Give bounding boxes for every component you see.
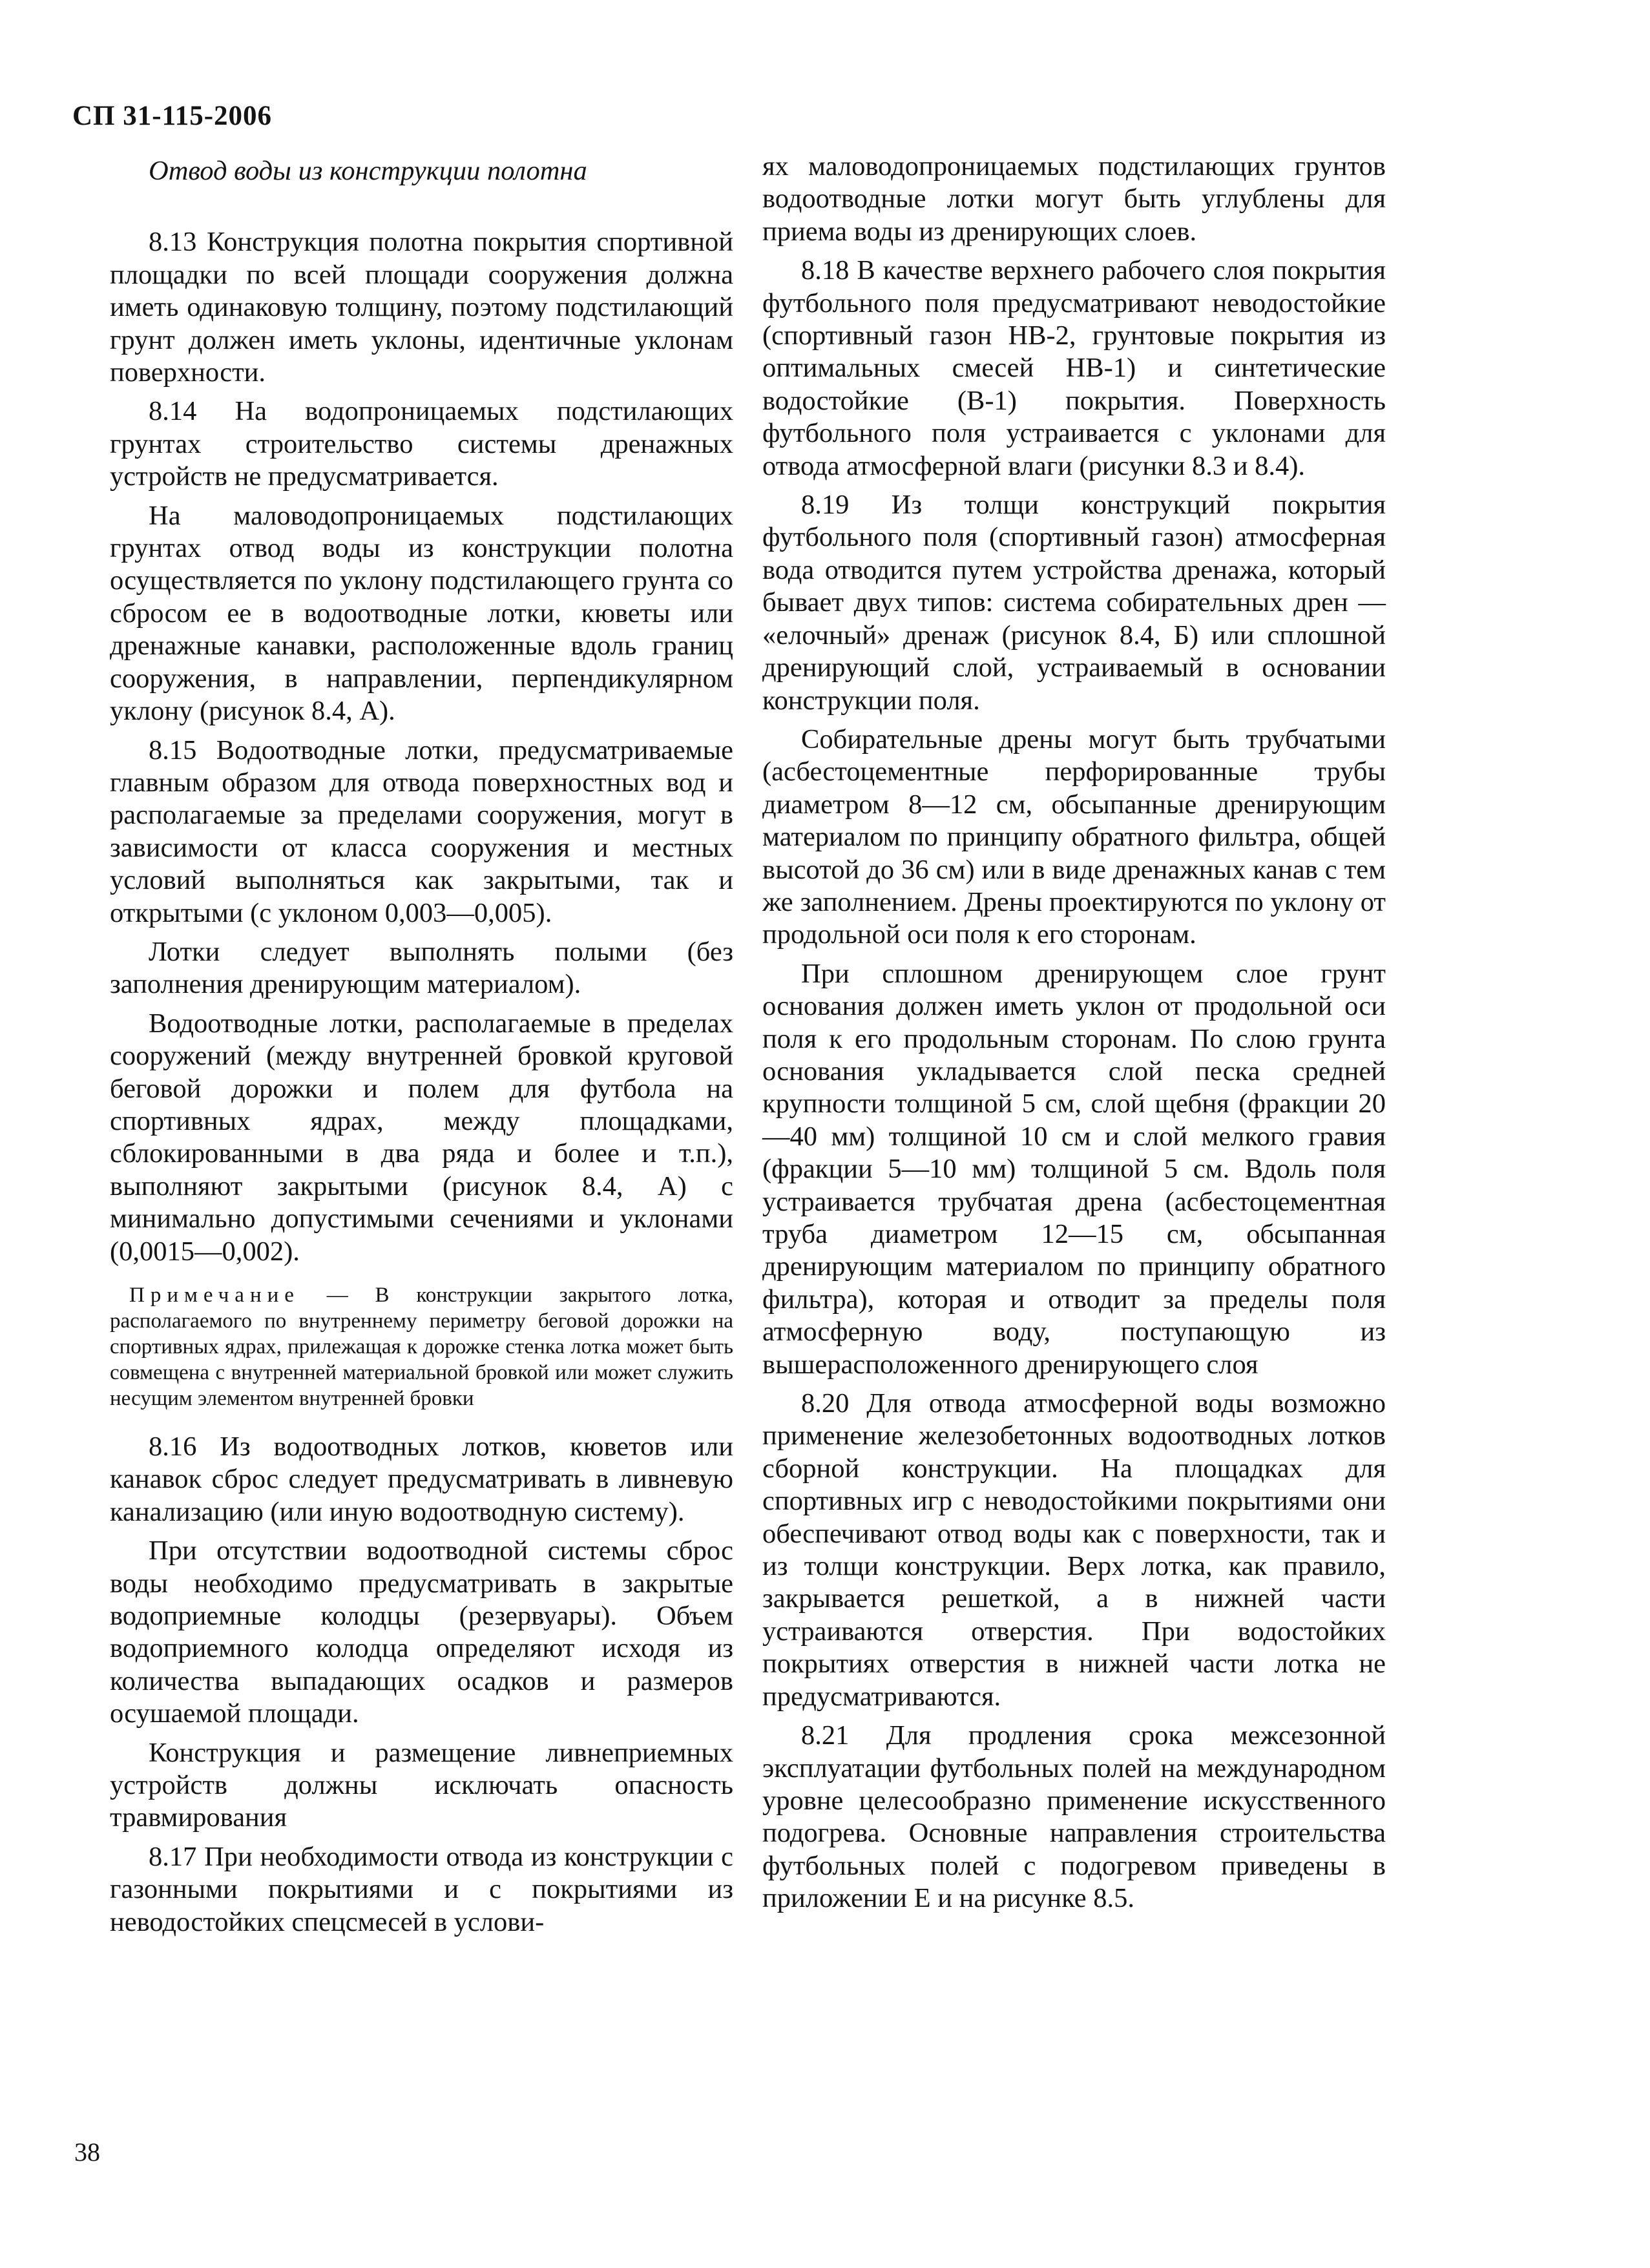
paragraph-low-permeability: На маловодопроницаемых подстилающих грунтах отвод воды из конструкции полотна осуществляется по уклону подстилающего грунта со сбросом ее в водоотводные лотки, кюветы или дренажные канавки, расположенные вдоль границ сооружения, в направлении, перпендикулярном уклону (рисунок 8.4, А). (110, 500, 733, 727)
page-number: 38 (74, 2138, 100, 2167)
paragraph-8-20: 8.20 Для отвода атмосферной воды возможно применение железобетонных водоотводных лотков сборной конструкции. На площадках для спортивных игр с неводостойкими покрытиями они обеспечивают отвод воды как с поверхности, так и из толщи конструкции. Верх лотка, как правило, закрывается решеткой, а в нижней части устраиваются отверстия. При водостойких покрытиях отверстия в нижней части лотка не предусматриваются. (762, 1388, 1386, 1712)
paragraph-8-14: 8.14 На водопроницаемых подстилающих грунтах строительство системы дренажных устройств не предусматривается. (110, 396, 733, 492)
paragraph-8-19: 8.19 Из толщи конструкций покрытия футбольного поля (спортивный газон) атмосферная вода отводится путем устройства дренажа, который бывает двух типов: система собирательных дрен — «елочный» дренаж (рисунок 8.4, Б) или сплошной дренирующий слой, устраиваемый в основании конструкции поля. (762, 490, 1386, 716)
note-text: — В конструкции закрытого лотка, располагаемого по внутреннему периметру беговой дорожки на спортивных ядрах, прилежащая к дорожке стенка лотка может быть совмещена с внутренней материальной бровкой или может служить несущим элементом внутренней бровки (110, 1284, 733, 1410)
note-block (110, 1282, 733, 1411)
paragraph-trays-within: Водоотводные лотки, располагаемые в пределах сооружений (между внутренней бровкой круговой беговой дорожки и полем для футбола на спортивных ядрах, между площадками, сблокированными в два ряда и более и т.п.), выполняют закрытыми (рисунок 8.4, А) с минимально допустимыми сечениями и уклонами (0,0015—0,002). (110, 1008, 733, 1267)
note-label: Примечание (129, 1284, 300, 1307)
paragraph-8-16: 8.16 Из водоотводных лотков, кюветов или канавок сброс следует предусматривать в ливневую канализацию (или иную водоотводную систему). (110, 1431, 733, 1527)
paragraph-collector-drains: Собирательные дрены могут быть трубчатыми (асбестоцементные перфорированные трубы диаметром 8—12 см, обсыпанные дренирующим материалом по принципу обратного фильтра, общей высотой до 36 см) или в виде дренажных канав с тем же заполнением. Дрены проектируются по уклону от продольной оси поля к его сторонам. (762, 723, 1386, 950)
paragraph-8-13: 8.13 Конструкция полотна покрытия спортивной площадки по всей площади сооружения должна иметь одинаковую толщину, поэтому подстилающий грунт должен иметь уклоны, идентичные уклонам поверхности. (110, 227, 733, 388)
paragraph-storm-inlets: Конструкция и размещение ливнеприемных устройств должны исключать опасность травмирования (110, 1737, 733, 1833)
section-heading: Отвод воды из конструкции полотна (149, 156, 587, 186)
paragraph-no-drainage: При отсутствии водоотводной системы сброс воды необходимо предусматривать в закрытые водоприемные колодцы (резервуары). Объем водоприемного колодца определяют исходя из количества выпадающих осадков и размеров осушаемой площади. (110, 1535, 733, 1729)
paragraph-continuous-layer: При сплошном дренирующем слое грунт основания должен иметь уклон от продольной оси поля к его продольным сторонам. По слою грунта основания укладывается слой песка средней крупности толщиной 5 см, слой щебня (фракции 20—40 мм) толщиной 10 см и слой мелкого гравия (фракции 5—10 мм) толщиной 5 см. Вдоль поля устраивается трубчатая дрена (асбестоцементная труба диаметром 12—15 см, обсыпанная дренирующим материалом по принципу обратного фильтра), которая и отводит за пределы поля атмосферную воду, поступающую из вышерасположенного дренирующего слоя (762, 958, 1386, 1380)
left-column (110, 155, 733, 1945)
paragraph-8-18: 8.18 В качестве верхнего рабочего слоя покрытия футбольного поля предусматривают неводостойкие (спортивный газон НВ-2, грунтовые покрытия из оптимальных смесей НВ-1) и синтетические водостойкие (В-1) покрытия. Поверхность футбольного поля устраивается с уклонами для отвода атмосферной влаги (рисунки 8.3 и 8.4). (762, 255, 1386, 481)
paragraph-8-17: 8.17 При необходимости отвода из конструкции с газонными покрытиями и с покрытиями из неводостойких спецсмесей в услови- (110, 1841, 733, 1937)
paragraph-hollow-trays: Лотки следует выполнять полыми (без заполнения дренирующим материалом). (110, 936, 733, 1000)
paragraph-8-15: 8.15 Водоотводные лотки, предусматриваемые главным образом для отвода поверхностных вод и располагаемые за пределами сооружения, могут в зависимости от класса сооружения и местных условий выполняться как закрытыми, так и открытыми (с уклоном 0,003—0,005). (110, 734, 733, 928)
document-code-header: СП 31-115-2006 (72, 101, 273, 131)
right-column (762, 151, 1386, 1922)
paragraph-8-21: 8.21 Для продления срока межсезонной эксплуатации футбольных полей на международном уровне целесообразно применение искусственного подогрева. Основные направления строительства футбольных полей с подогревом приведены в приложении Е и на рисунке 8.5. (762, 1720, 1386, 1914)
paragraph-8-17-continuation: ях маловодопроницаемых подстилающих грунтов водоотводные лотки могут быть углублены для приема воды из дренирующих слоев. (762, 151, 1386, 247)
